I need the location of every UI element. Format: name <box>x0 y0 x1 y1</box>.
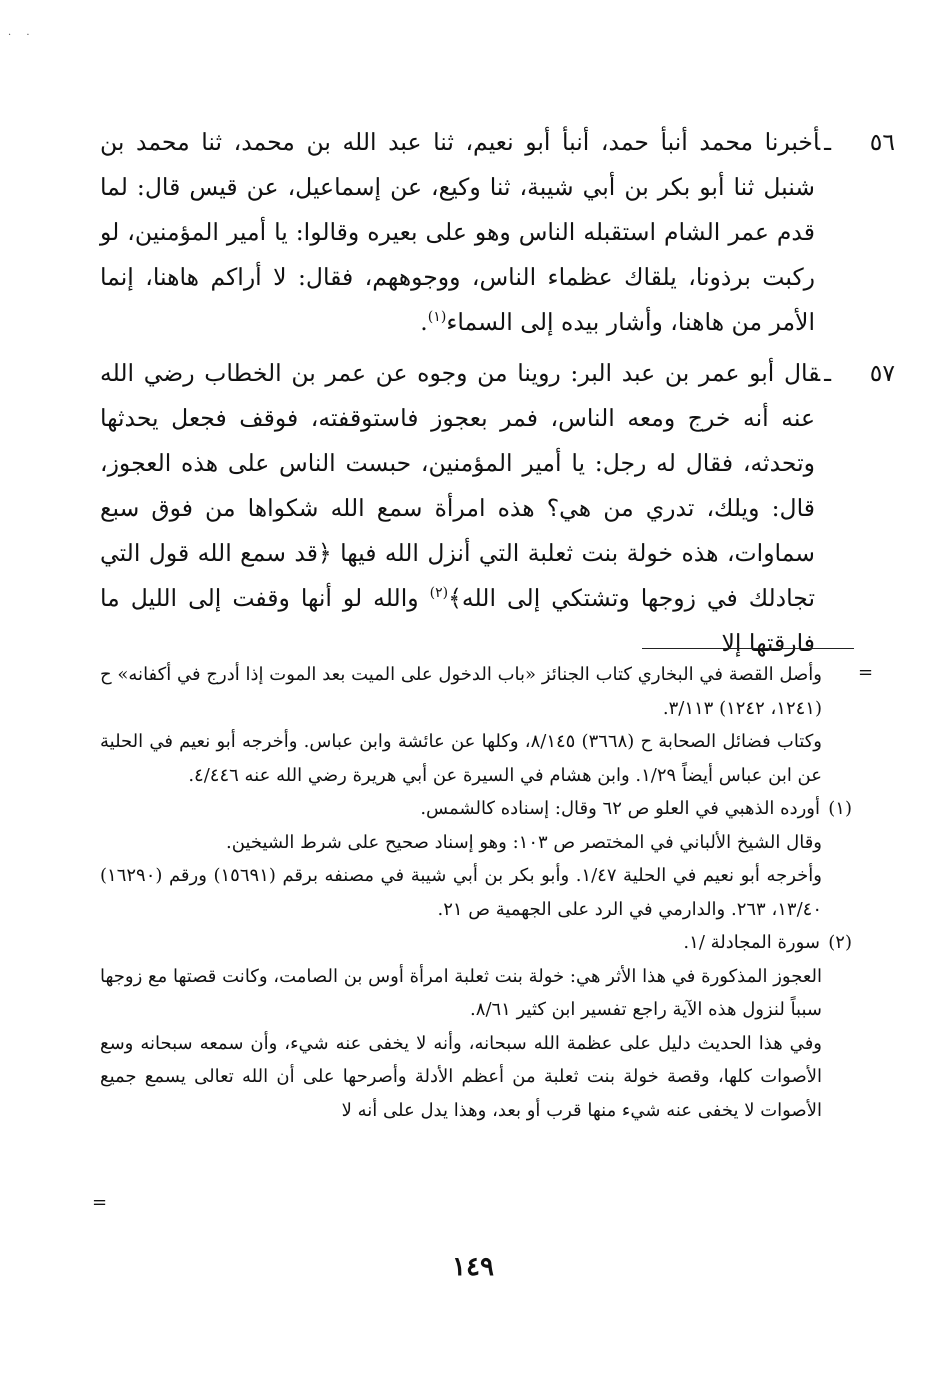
entry-text-end: . <box>420 308 428 336</box>
footnote-line: وقال الشيخ الألباني في المختصر ص ١٠٣: وهو إسناد صحيح على شرط الشيخين. <box>225 831 822 853</box>
entry-dash: ـ <box>824 359 831 387</box>
entry-number: ٥٧ <box>869 359 895 387</box>
footnotes <box>100 658 852 1127</box>
entry-number: ٥٦ <box>869 128 895 156</box>
main-text <box>100 120 895 672</box>
entry-text-end: والله لو أنها وقفت إلى الليل ما فارقتها إلا <box>100 584 815 657</box>
footnote-marker: (١) <box>828 798 852 819</box>
footnote-line: سورة المجادلة /١. <box>683 932 820 953</box>
footnote-continued-para: وكتاب فضائل الصحابة ح (٣٦٦٨) ٨/١٤٥، وكلها عن عائشة وابن عباس. وأخرجه أبو نعيم في الحلية عن ابن عباس أيضاً ١/٢٩. وابن هشام في السيرة عن أبي هريرة رضي الله عنه ٤/٤٤٦. <box>100 731 822 786</box>
footnote-1-first-line <box>100 792 852 826</box>
footnote-ref: (١) <box>427 309 447 326</box>
footnote-marker: (٢) <box>828 932 852 953</box>
footnote-ref: (٢) <box>429 585 449 602</box>
entry-57 <box>100 351 895 666</box>
footnote-2-first-line <box>100 926 852 960</box>
continuation-mark-bottom: = <box>92 1192 108 1213</box>
footnote-line: وأخرجه أبو نعيم في الحلية ١/٤٧. وأبو بكر بن أبي شيبة في مصنفه برقم (١٥٦٩١) ورقم (١٦٢٩٠) ١٣/٤٠، ٢٦٣. والدارمي في الرد على الجهمية ص ٢١. <box>100 865 822 920</box>
footnote-separator <box>642 648 854 649</box>
footnote-line: أورده الذهبي في العلو ص ٦٢ وقال: إسناده كالشمس. <box>420 798 820 819</box>
corner-dots: · · <box>8 30 36 41</box>
entry-dash: ـ <box>824 128 831 156</box>
continuation-mark-top: = <box>858 662 874 683</box>
footnote-line: وفي هذا الحديث دليل على عظمة الله سبحانه، وأنه لا يخفى عنه شيء، وأن سمعه سبحانه وسع الأصوات كلها، وقصة خولة بنت ثعلبة من أعظم الأدلة وأصرحها على أن الله تعالى يسمع جميع الأصوات لا يخفى عنه شيء منها قرب أو بعد، وهذا يدل على أنه لا <box>100 1032 822 1121</box>
page-number: ١٤٩ <box>452 1252 494 1282</box>
entry-text: أخبرنا محمد أنبأ حمد، أنبأ أبو نعيم، ثنا عبد الله بن محمد، ثنا محمد بن شنبل ثنا أبو بكر بن أبي شيبة، ثنا وكيع، عن إسماعيل، عن قيس قال: لما قدم عمر الشام استقبله الناس وهو على بعيره وقالوا: يا أمير المؤمنين، لو ركبت برذونا، يلقاك عظماء الناس، ووجوههم، فقال: لا أراكم هاهنا، إنما الأمر من هاهنا، وأشار بيده إلى السماء <box>100 128 821 336</box>
entry-56 <box>100 120 895 345</box>
footnote-line: العجوز المذكورة في هذا الأثر هي: خولة بنت ثعلبة امرأة أوس بن الصامت، وكانت قصتها مع زوجها سبباً لنزول هذه الآية راجع تفسير ابن كثير ٨/٦١. <box>100 965 822 1020</box>
footnote-continued-para: وأصل القصة في البخاري كتاب الجنائز «باب الدخول على الميت بعد الموت إذا أدرج في أكفانه» ح (١٢٤١، ١٢٤٢) ٣/١١٣. <box>100 664 822 719</box>
entry-text: قال أبو عمر بن عبد البر: روينا من وجوه عن عمر بن الخطاب رضي الله عنه أنه خرج ومعه الناس، فمر بعجوز فاستوقفته، فوقف فجعل يحدثها وتحدثه، فقال له رجل: يا أمير المؤمنين، حبست الناس على هذه العجوز، قال: ويلك، تدري من هي؟ هذه امرأة سمع الله شكواها من فوق سبع سماوات، هذه خولة بنت ثعلبة التي أنزل الله فيها ﴿قد سمع الله قول التي تجادلك في زوجها وتشتكي إلى الله﴾ <box>100 359 821 612</box>
